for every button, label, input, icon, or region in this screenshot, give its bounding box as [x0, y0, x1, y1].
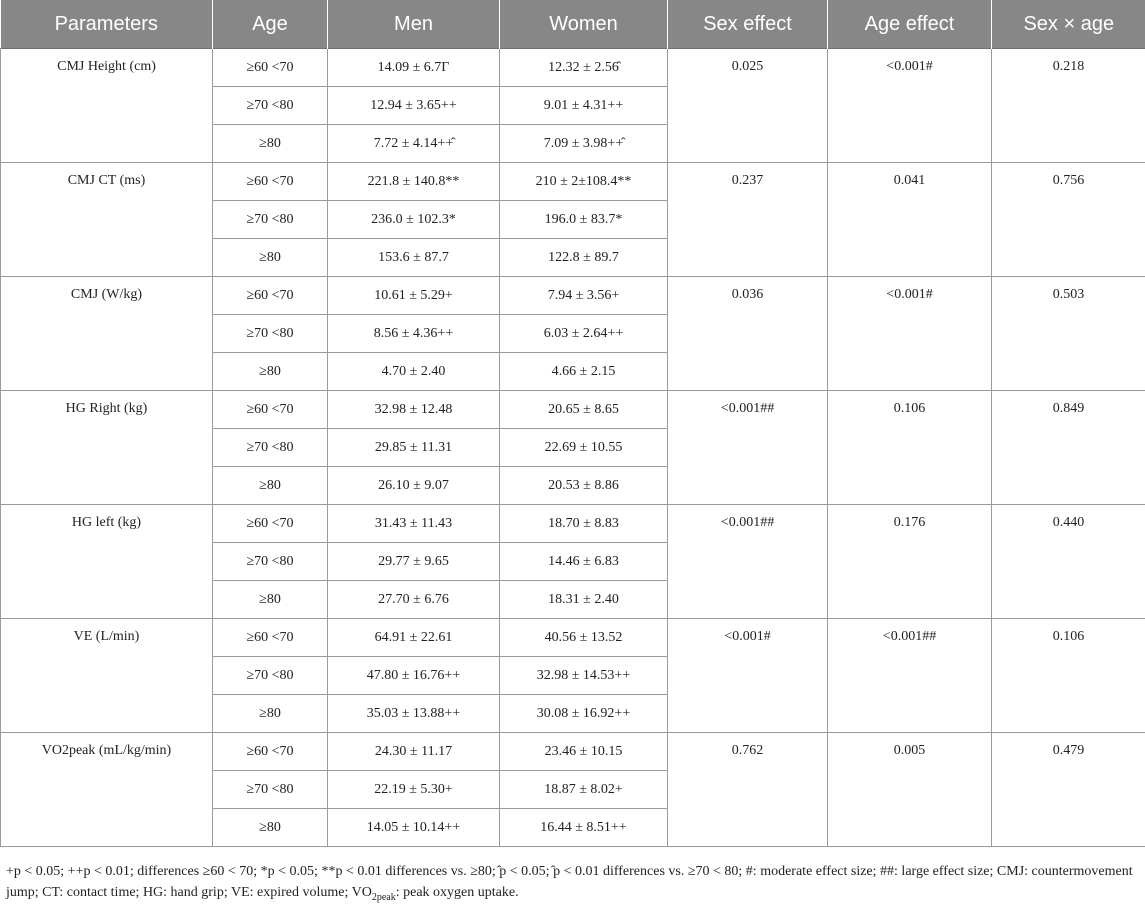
women-cell: 6.03 ± 2.64++: [500, 315, 668, 353]
age-cell: ≥60 <70: [213, 391, 328, 429]
women-cell: 30.08 ± 16.92++: [500, 695, 668, 733]
parameter-cell: HG Right (kg): [1, 391, 213, 505]
women-cell: 196.0 ± 83.7*: [500, 201, 668, 239]
women-cell: 22.69 ± 10.55: [500, 429, 668, 467]
table-footnote: [6, 861, 1136, 908]
women-cell: 16.44 ± 8.51++: [500, 809, 668, 847]
header-row: [1, 0, 1145, 49]
age-effect-cell: 0.041: [828, 163, 992, 277]
men-cell: 236.0 ± 102.3*: [328, 201, 500, 239]
parameter-cell: HG left (kg): [1, 505, 213, 619]
sex-x-age-cell: 0.503: [992, 277, 1145, 391]
age-effect-cell: 0.106: [828, 391, 992, 505]
age-effect-cell: <0.001#: [828, 49, 992, 163]
sex-effect-cell: <0.001##: [668, 505, 828, 619]
women-cell: 40.56 ± 13.52: [500, 619, 668, 657]
sex-effect-cell: <0.001#: [668, 619, 828, 733]
age-cell: ≥60 <70: [213, 619, 328, 657]
men-cell: 7.72 ± 4.14++̂: [328, 125, 500, 163]
sex-x-age-cell: 0.756: [992, 163, 1145, 277]
header-sex-effect: Sex effect: [668, 0, 828, 49]
women-cell: 18.70 ± 8.83: [500, 505, 668, 543]
men-cell: 35.03 ± 13.88++: [328, 695, 500, 733]
age-cell: ≥80: [213, 239, 328, 277]
men-cell: 24.30 ± 11.17: [328, 733, 500, 771]
parameter-cell: VE (L/min): [1, 619, 213, 733]
men-cell: 221.8 ± 140.8**: [328, 163, 500, 201]
header-women: Women: [500, 0, 668, 49]
men-cell: 31.43 ± 11.43: [328, 505, 500, 543]
women-cell: 18.87 ± 8.02+: [500, 771, 668, 809]
men-cell: 22.19 ± 5.30+: [328, 771, 500, 809]
parameter-cell: CMJ (W/kg): [1, 277, 213, 391]
age-cell: ≥70 <80: [213, 429, 328, 467]
sex-x-age-cell: 0.440: [992, 505, 1145, 619]
men-cell: 29.77 ± 9.65: [328, 543, 500, 581]
women-cell: 20.65 ± 8.65: [500, 391, 668, 429]
men-cell: 14.05 ± 10.14++: [328, 809, 500, 847]
men-cell: 29.85 ± 11.31: [328, 429, 500, 467]
sex-x-age-cell: 0.106: [992, 619, 1145, 733]
header-age-effect: Age effect: [828, 0, 992, 49]
age-cell: ≥80: [213, 695, 328, 733]
sex-effect-cell: 0.025: [668, 49, 828, 163]
table-row: [1, 505, 1145, 543]
age-cell: ≥60 <70: [213, 505, 328, 543]
age-cell: ≥80: [213, 467, 328, 505]
women-cell: 7.94 ± 3.56+: [500, 277, 668, 315]
age-cell: ≥60 <70: [213, 277, 328, 315]
table-row: [1, 49, 1145, 87]
men-cell: 12.94 ± 3.65++: [328, 87, 500, 125]
age-cell: ≥70 <80: [213, 87, 328, 125]
men-cell: 27.70 ± 6.76: [328, 581, 500, 619]
men-cell: 64.91 ± 22.61: [328, 619, 500, 657]
men-cell: 8.56 ± 4.36++: [328, 315, 500, 353]
men-cell: 47.80 ± 16.76++: [328, 657, 500, 695]
parameter-cell: VO2peak (mL/kg/min): [1, 733, 213, 847]
men-cell: 14.09 ± 6.7Γ: [328, 49, 500, 87]
header-age: Age: [213, 0, 328, 49]
footnote-subscript: 2peak: [372, 892, 396, 903]
age-cell: ≥80: [213, 353, 328, 391]
table-row: [1, 733, 1145, 771]
header-sex-x-age: Sex × age: [992, 0, 1145, 49]
age-cell: ≥60 <70: [213, 49, 328, 87]
men-cell: 4.70 ± 2.40: [328, 353, 500, 391]
women-cell: 7.09 ± 3.98++̂: [500, 125, 668, 163]
header-parameters: Parameters: [1, 0, 213, 49]
women-cell: 122.8 ± 89.7: [500, 239, 668, 277]
women-cell: 23.46 ± 10.15: [500, 733, 668, 771]
women-cell: 4.66 ± 2.15: [500, 353, 668, 391]
sex-effect-cell: 0.036: [668, 277, 828, 391]
age-cell: ≥80: [213, 125, 328, 163]
sex-effect-cell: <0.001##: [668, 391, 828, 505]
parameter-cell: CMJ CT (ms): [1, 163, 213, 277]
women-cell: 210 ± 2±108.4**: [500, 163, 668, 201]
men-cell: 32.98 ± 12.48: [328, 391, 500, 429]
header-men: Men: [328, 0, 500, 49]
age-cell: ≥70 <80: [213, 657, 328, 695]
age-cell: ≥70 <80: [213, 201, 328, 239]
age-cell: ≥60 <70: [213, 163, 328, 201]
footnote-text: +p < 0.05; ++p < 0.01; differences ≥60 < 70; *p < 0.05; **p < 0.01 differences vs. ≥80; ̂p < 0.05; ̂p < 0.01 differences vs. ≥70 < 80; #: moderate effect size; ##: large effect size; CMJ: countermovement jump; CT: contact time; HG: hand grip; VE: expired volume; VO: [6, 864, 1133, 900]
women-cell: 32.98 ± 14.53++: [500, 657, 668, 695]
table-row: [1, 163, 1145, 201]
age-cell: ≥70 <80: [213, 315, 328, 353]
sex-x-age-cell: 0.218: [992, 49, 1145, 163]
table-row: [1, 391, 1145, 429]
sex-x-age-cell: 0.479: [992, 733, 1145, 847]
age-effect-cell: <0.001#: [828, 277, 992, 391]
men-cell: 26.10 ± 9.07: [328, 467, 500, 505]
age-cell: ≥80: [213, 581, 328, 619]
age-cell: ≥70 <80: [213, 543, 328, 581]
age-effect-cell: 0.176: [828, 505, 992, 619]
age-effect-cell: 0.005: [828, 733, 992, 847]
men-cell: 153.6 ± 87.7: [328, 239, 500, 277]
sex-effect-cell: 0.762: [668, 733, 828, 847]
age-effect-cell: <0.001##: [828, 619, 992, 733]
table-row: [1, 277, 1145, 315]
footnote-text-end: : peak oxygen uptake.: [396, 885, 519, 900]
age-cell: ≥70 <80: [213, 771, 328, 809]
sex-effect-cell: 0.237: [668, 163, 828, 277]
sex-x-age-cell: 0.849: [992, 391, 1145, 505]
women-cell: 20.53 ± 8.86: [500, 467, 668, 505]
parameter-cell: CMJ Height (cm): [1, 49, 213, 163]
women-cell: 14.46 ± 6.83: [500, 543, 668, 581]
men-cell: 10.61 ± 5.29+: [328, 277, 500, 315]
age-cell: ≥60 <70: [213, 733, 328, 771]
women-cell: 9.01 ± 4.31++: [500, 87, 668, 125]
age-cell: ≥80: [213, 809, 328, 847]
women-cell: 18.31 ± 2.40: [500, 581, 668, 619]
table-row: [1, 619, 1145, 657]
women-cell: 12.32 ± 2.56̂: [500, 49, 668, 87]
